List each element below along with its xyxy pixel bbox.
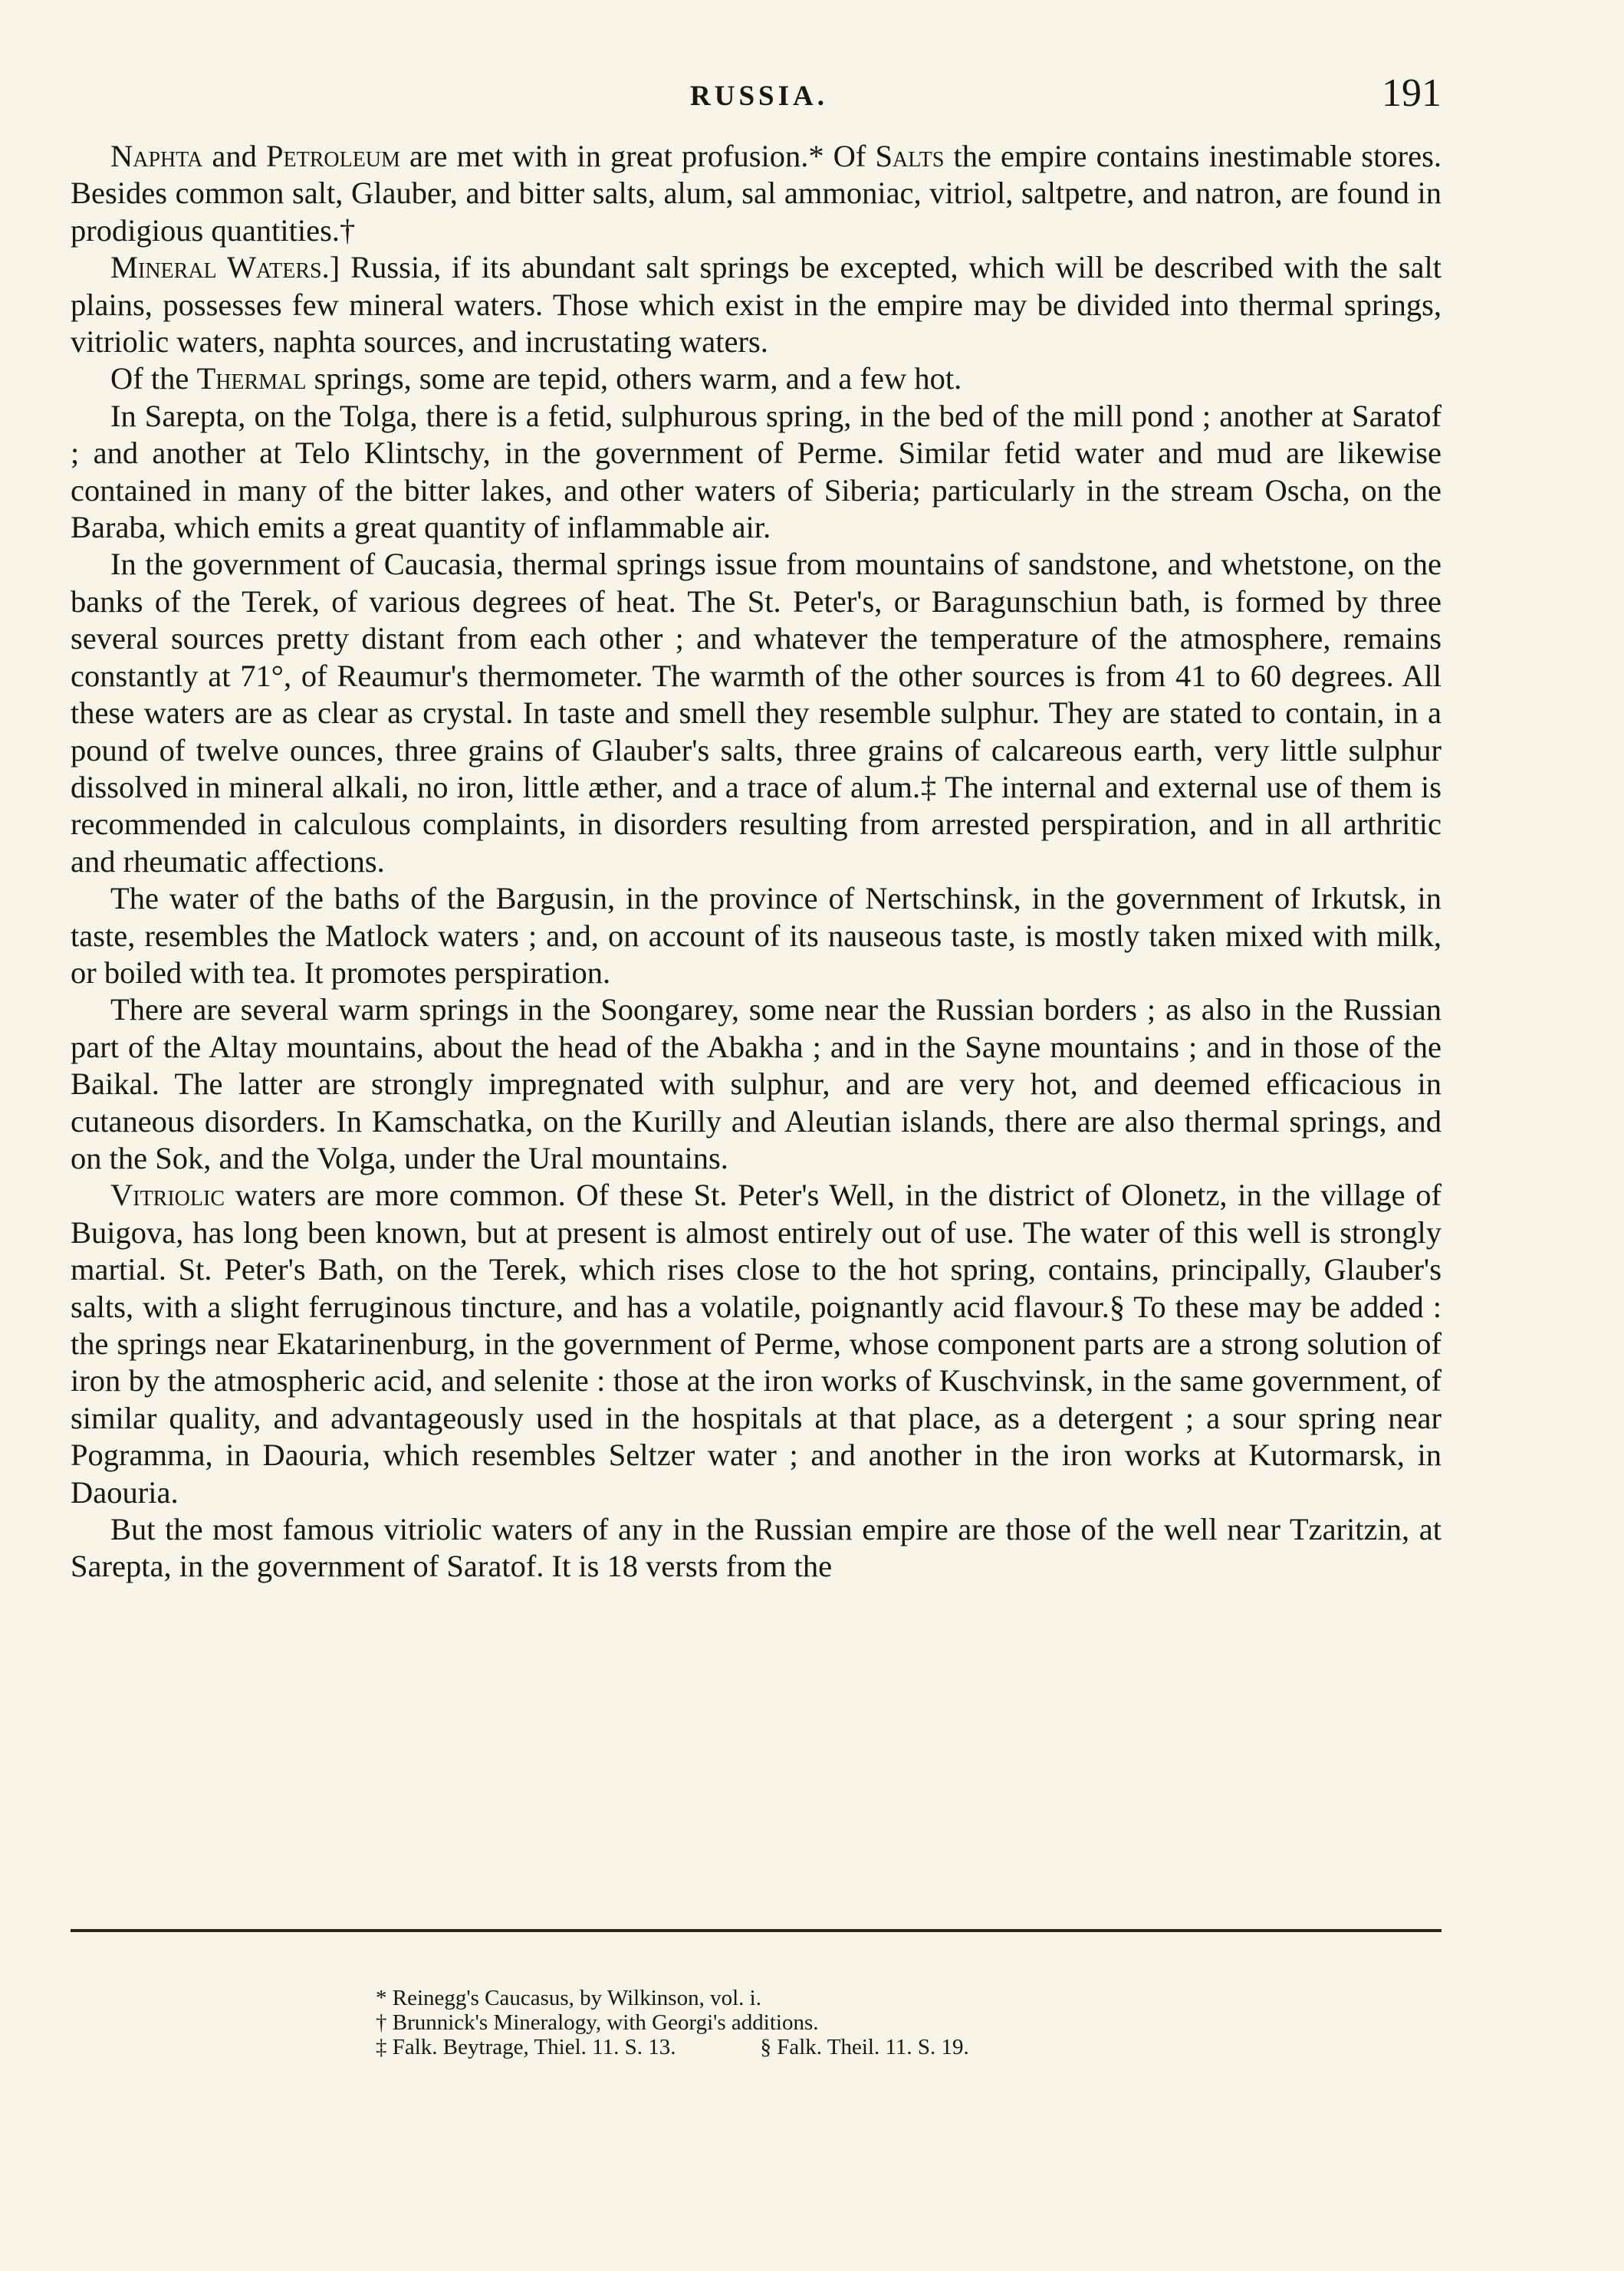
small-caps-salts: Salts [875, 139, 945, 173]
text-run: waters are more common. Of these St. Peter's Well, in the district of Olonetz, in the village of Buigova, has long been known, but at present is almost entirely out of use. The water of this well is strongly martial. St. Peter's Bath, on the Terek, which rises close to the hot spring, contains, principally, Glauber's salts, with a slight ferruginous tincture, and has a volatile, poignantly acid flavour.§ To these may be added : the springs near Ekatarinenburg, in the government of Perme, whose component parts are a strong solution of iron by the atmospheric acid, and selenite : those at the iron works of Kuschvinsk, in the same government, of similar quality, and advantageously used in the hospitals at that place, as a detergent ; a sour spring near Pogramma, in Daouria, which resembles Seltzer water ; and another in the iron works at Kutormarsk, in Daouria. [71, 1178, 1442, 1510]
paragraph-thermal [71, 360, 1442, 397]
paragraph-bargusin: The water of the baths of the Bargusin, in the province of Nertschinsk, in the government of Irkutsk, in taste, resembles the Matlock waters ; and, on account of its nauseous taste, is mostly taken mixed with milk, or boiled with tea. It promotes perspiration. [71, 881, 1442, 990]
text-run: springs, some are tepid, others warm, and a few hot. [306, 361, 962, 396]
footnotes [376, 1986, 1296, 2059]
text-run: Of the [110, 361, 197, 396]
small-caps-naphta: Naphta [110, 139, 203, 173]
footnote-4: § Falk. Theil. 11. S. 19. [760, 2035, 969, 2059]
footnote-rule [71, 1929, 1442, 1932]
paragraph-mineral-waters [71, 249, 1442, 360]
footnote-2: † Brunnick's Mineralogy, with Georgi's additions. [376, 2010, 819, 2035]
small-caps-petroleum: Petroleum [265, 139, 400, 173]
paragraph-tzaritzin: But the most famous vitriolic waters of any in the Russian empire are those of the well near Tzaritzin, at Sarepta, in the government of Saratof. It is 18 versts from the [71, 1512, 1442, 1584]
page-header [77, 71, 1442, 117]
footnote-3a: ‡ Falk. Beytrage, Thiel. 11. S. 13. [376, 2035, 676, 2059]
footnote-1: * Reinegg's Caucasus, by Wilkinson, vol. i. [376, 1986, 761, 2010]
small-caps-mineral-waters: Mineral Waters.] [110, 250, 340, 285]
running-title: RUSSIA. [690, 81, 828, 112]
paragraph-caucasia: In the government of Caucasia, thermal springs issue from mountains of sandstone, and whetstone, on the banks of the Terek, of various degrees of heat. The St. Peter's, or Baragunschiun bath, is formed by three several sources pretty distant from each other ; and whatever the temperature of the atmosphere, remains constantly at 71°, of Reaumur's thermometer. The warmth of the other sources is from 41 to 60 degrees. All these waters are as clear as crystal. In taste and smell they resemble sulphur. They are stated to contain, in a pound of twelve ounces, three grains of Glauber's salts, three grains of calcareous earth, very little sulphur dissolved in mineral alkali, no iron, little æther, and a trace of alum.‡ The internal and external use of them is recommended in calculous complaints, in disorders resulting from arrested perspiration, and in all arthritic and rheumatic affections. [71, 547, 1442, 879]
footnote-3 [376, 2035, 1296, 2059]
paragraph-vitriolic [71, 1177, 1442, 1511]
page-number: 191 [1382, 71, 1442, 115]
text-run: are met with in great profusion.* Of [399, 139, 876, 173]
text-run: and [202, 139, 266, 173]
paragraph-naphta-salts [71, 138, 1442, 249]
body-text [71, 138, 1442, 1586]
small-caps-vitriolic: Vitriolic [110, 1178, 225, 1213]
text-run: the empire contains inestimable stores. Besides common salt, Glauber, and bitter salts, alum, sal ammoniac, vitriol, saltpetre, and natron, are found in prodigious quantities.† [71, 139, 1442, 248]
text-run: Russia, if its abundant salt springs be excepted, which will be described with the salt plains, possesses few mineral waters. Those which exist in the empire may be divided into thermal springs, vitriolic waters, naphta sources, and incrustating waters. [71, 250, 1442, 360]
small-caps-thermal: Thermal [196, 361, 307, 396]
paragraph-sarepta: In Sarepta, on the Tolga, there is a fetid, sulphurous spring, in the bed of the mill pond ; another at Saratof ; and another at Telo Klintschy, in the government of Perme. Similar fetid water and mud are likewise contained in many of the bitter lakes, and other waters of Siberia; particularly in the stream Oscha, on the Baraba, which emits a great quantity of inflammable air. [71, 398, 1442, 545]
paragraph-warm-springs: There are several warm springs in the Soongarey, some near the Russian borders ; as also in the Russian part of the Altay mountains, about the head of the Abakha ; and in the Sayne mountains ; and in those of the Baikal. The latter are strongly impregnated with sulphur, and are very hot, and deemed efficacious in cutaneous disorders. In Kamschatka, on the Kurilly and Aleutian islands, there are also thermal springs, and on the Sok, and the Volga, under the Ural mountains. [71, 992, 1442, 1175]
